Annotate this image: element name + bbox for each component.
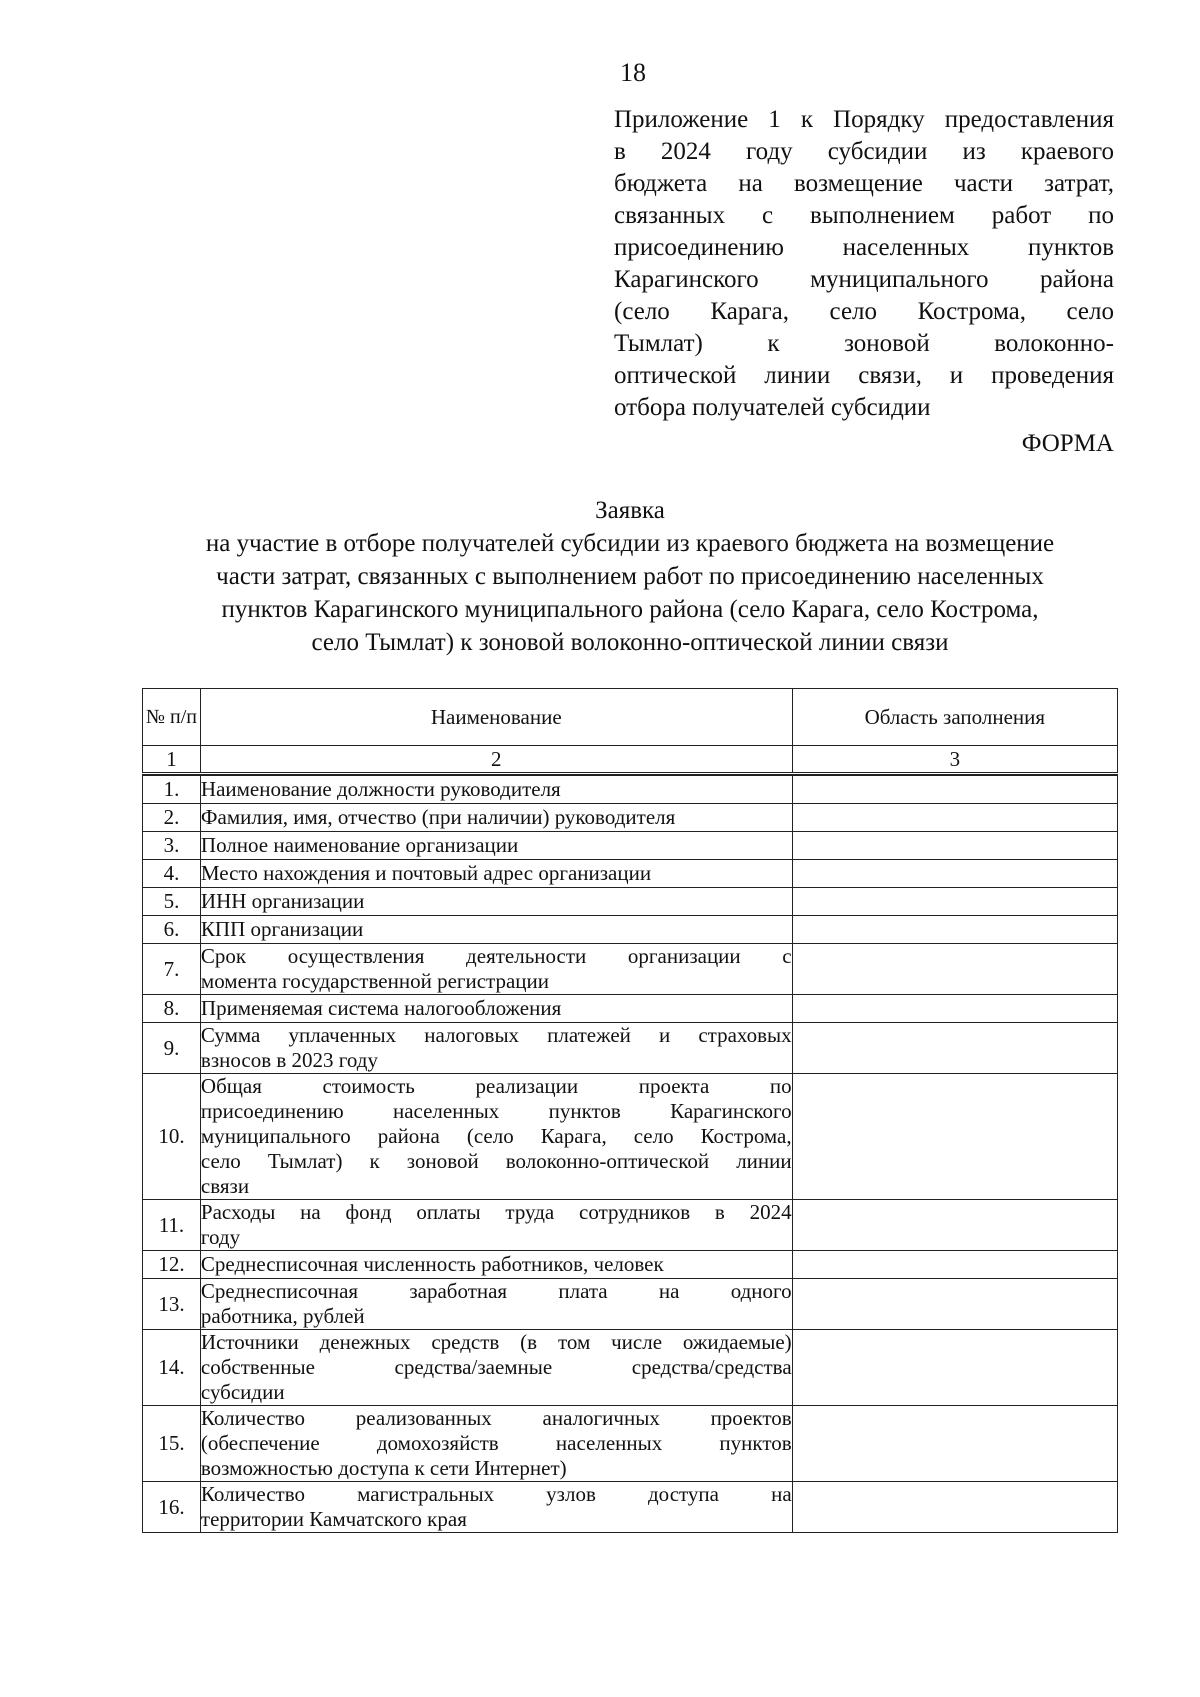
annex-line: бюджета на возмещение части затрат,	[614, 170, 1114, 197]
fill-area-cell[interactable]	[792, 995, 1117, 1023]
table-row	[143, 888, 1118, 916]
column-index: 1	[143, 746, 201, 774]
title-line: части затрат, связанных с выполнением работ по присоединению населенных	[216, 563, 1044, 590]
fill-area-cell[interactable]	[792, 1074, 1117, 1200]
annex-line: отбора получателей субсидии	[614, 394, 931, 421]
row-number: 7.	[143, 944, 201, 995]
row-number: 5.	[143, 888, 201, 916]
row-number: 11.	[143, 1200, 201, 1251]
row-name-line: Общая стоимость реализации проекта по	[200, 1074, 792, 1098]
column-index: 3	[792, 746, 1117, 774]
annex-line: Карагинского муниципального района	[614, 266, 1114, 293]
row-name-line: взносов в 2023 году	[200, 1048, 378, 1072]
row-number: 13.	[143, 1279, 201, 1330]
fill-area-cell[interactable]	[792, 916, 1117, 944]
row-number: 10.	[143, 1074, 201, 1200]
row-name-line: территории Камчатского края	[200, 1507, 467, 1531]
title-line: на участие в отборе получателей субсидии из краевого бюджета на возмещение	[205, 530, 1055, 557]
fill-area-cell[interactable]	[792, 1251, 1117, 1279]
fill-area-cell[interactable]	[792, 1330, 1117, 1406]
table-row	[143, 1279, 1118, 1330]
table-row	[143, 776, 1118, 804]
row-name-line: ИНН организации	[200, 889, 365, 913]
table-row	[143, 1482, 1118, 1533]
fill-area-cell[interactable]	[792, 804, 1117, 832]
annex-line: (село Карага, село Кострома, село	[614, 298, 1114, 325]
row-name-line: работника, рублей	[200, 1304, 365, 1328]
row-name-line: Источники денежных средств (в том числе ожидаемые)	[200, 1330, 792, 1354]
table-row	[143, 1023, 1118, 1074]
annex-line: Приложение 1 к Порядку предоставления	[614, 106, 1114, 133]
annex-line: Тымлат) к зоновой волоконно-	[614, 330, 1114, 357]
row-number: 1.	[143, 776, 201, 804]
column-index: 2	[200, 746, 792, 774]
row-number: 8.	[143, 995, 201, 1023]
annex-line: оптической линии связи, и проведения	[614, 362, 1114, 389]
row-name-line: возможностью доступа к сети Интернет)	[200, 1456, 567, 1480]
row-name	[200, 888, 792, 916]
row-name	[200, 1406, 792, 1482]
row-number: 3.	[143, 832, 201, 860]
row-name	[200, 1251, 792, 1279]
row-name	[200, 916, 792, 944]
row-name	[200, 1200, 792, 1251]
row-name-line: Срок осуществления деятельности организации с	[200, 944, 792, 968]
row-number: 15.	[143, 1406, 201, 1482]
fill-area-cell[interactable]	[792, 832, 1117, 860]
row-name-line: Среднесписочная численность работников, человек	[200, 1252, 664, 1276]
row-name-line: Наименование должности руководителя	[200, 777, 561, 801]
fill-area-cell[interactable]	[792, 1023, 1117, 1074]
row-number: 14.	[143, 1330, 201, 1406]
column-index-row	[143, 746, 1118, 774]
row-name	[200, 860, 792, 888]
application-heading: Заявка	[595, 497, 665, 524]
table-row	[143, 1200, 1118, 1251]
row-number: 4.	[143, 860, 201, 888]
form-label: ФОРМА	[1021, 430, 1114, 457]
row-name	[200, 944, 792, 995]
table-row	[143, 916, 1118, 944]
fill-area-cell[interactable]	[792, 776, 1117, 804]
row-number: 16.	[143, 1482, 201, 1533]
row-name	[200, 776, 792, 804]
row-name-line: Применяемая система налогообложения	[200, 996, 562, 1020]
page-number: 18	[620, 58, 646, 87]
header-number: № п/п	[143, 689, 201, 746]
row-name-line: (обеспечение домохозяйств населенных пунктов	[200, 1431, 792, 1455]
annex-line: связанных с выполнением работ по	[614, 202, 1114, 229]
table-row	[143, 1406, 1118, 1482]
table-row	[143, 1330, 1118, 1406]
row-name	[200, 995, 792, 1023]
row-number: 9.	[143, 1023, 201, 1074]
row-name	[200, 804, 792, 832]
row-name-line: момента государственной регистрации	[200, 969, 550, 993]
application-title	[130, 494, 1130, 659]
table-row	[143, 860, 1118, 888]
row-name	[200, 1482, 792, 1533]
row-name	[200, 1074, 792, 1200]
row-name	[200, 832, 792, 860]
row-name-line: Сумма уплаченных налоговых платежей и страховых	[200, 1023, 792, 1047]
row-name-line: Количество магистральных узлов доступа на	[200, 1482, 792, 1506]
table-header-row	[143, 689, 1118, 746]
row-name-line: муниципального района (село Карага, село Кострома,	[200, 1124, 792, 1148]
row-name-line: село Тымлат) к зоновой волоконно-оптической линии	[200, 1149, 792, 1173]
fill-area-cell[interactable]	[792, 1406, 1117, 1482]
row-name-line: Среднесписочная заработная плата на одного	[200, 1279, 792, 1303]
row-name-line: присоединению населенных пунктов Карагинского	[200, 1099, 792, 1123]
table-row	[143, 995, 1118, 1023]
application-form-table	[142, 688, 1118, 1533]
row-name-line: Расходы на фонд оплаты труда сотрудников в 2024	[200, 1200, 792, 1224]
header-name: Наименование	[200, 689, 792, 746]
row-name	[200, 1330, 792, 1406]
row-name-line: году	[200, 1225, 241, 1249]
fill-area-cell[interactable]	[792, 860, 1117, 888]
annex-line: присоединению населенных пунктов	[614, 234, 1114, 261]
row-name-line: Фамилия, имя, отчество (при наличии) руководителя	[200, 805, 676, 829]
title-line: пунктов Карагинского муниципального района (село Карага, село Кострома,	[221, 596, 1039, 623]
table-row	[143, 1251, 1118, 1279]
row-name-line: субсидии	[200, 1380, 285, 1404]
fill-area-cell[interactable]	[792, 944, 1117, 995]
row-number: 12.	[143, 1251, 201, 1279]
fill-area-cell[interactable]	[792, 1482, 1117, 1533]
row-number: 2.	[143, 804, 201, 832]
row-name-line: Количество реализованных аналогичных проектов	[200, 1406, 792, 1430]
fill-area-cell[interactable]	[792, 888, 1117, 916]
table-row	[143, 804, 1118, 832]
row-name-line: Место нахождения и почтовый адрес организации	[200, 861, 652, 885]
title-line: село Тымлат) к зоновой волоконно-оптической линии связи	[311, 629, 949, 656]
row-name-line: КПП организации	[200, 917, 364, 941]
fill-area-cell[interactable]	[792, 1200, 1117, 1251]
row-name-line: связи	[200, 1174, 250, 1198]
header-fill-area: Область заполнения	[792, 689, 1117, 746]
table-row	[143, 1074, 1118, 1200]
annex-line: в 2024 году субсидии из краевого	[614, 138, 1114, 165]
row-name-line: собственные средства/заемные средства/средства	[200, 1355, 792, 1379]
row-number: 6.	[143, 916, 201, 944]
row-name-line: Полное наименование организации	[200, 833, 519, 857]
annex-reference	[614, 104, 1114, 424]
row-name	[200, 1023, 792, 1074]
table-row	[143, 944, 1118, 995]
fill-area-cell[interactable]	[792, 1279, 1117, 1330]
row-name	[200, 1279, 792, 1330]
table-row	[143, 832, 1118, 860]
